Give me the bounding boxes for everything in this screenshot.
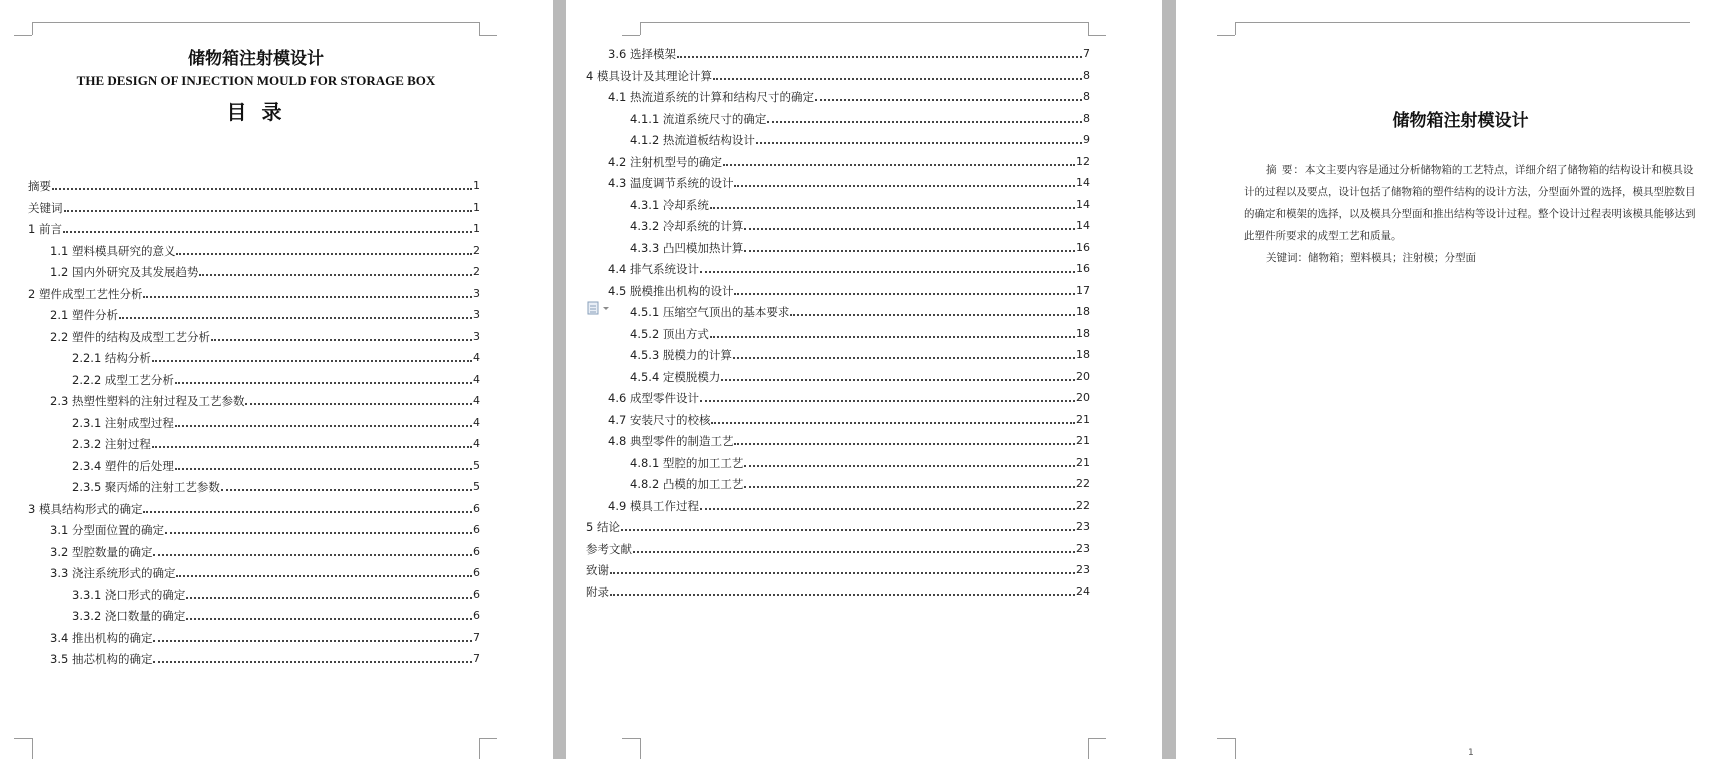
toc-leader-dots	[152, 446, 472, 448]
corner-mark	[1088, 738, 1106, 739]
corner-mark	[479, 738, 497, 739]
toc-entry[interactable]	[608, 495, 1090, 513]
toc-leader-dots	[143, 296, 472, 298]
paste-options-icon[interactable]	[587, 300, 613, 320]
abstract-line: 本文主要内容是通过分析储物箱的工艺特点，详细介绍了储物箱的结构设计和模具设	[1304, 164, 1694, 176]
toc-entry-title: 注射机型号的确定	[629, 154, 722, 169]
toc-leader-dots	[733, 357, 1075, 359]
toc-leader-dots	[790, 314, 1075, 316]
toc-leader-dots	[63, 231, 472, 233]
toc-entry-page: 14	[1076, 176, 1090, 189]
toc-entry-number: 4.5	[608, 283, 630, 298]
document-title: 储物箱注射模设计	[188, 49, 324, 69]
toc-leader-dots	[175, 468, 472, 470]
toc-entry-number: 3.3	[50, 566, 72, 580]
toc-leader-dots	[700, 508, 1075, 510]
toc-entry-page: 20	[1076, 369, 1090, 383]
toc-entry-page: 23	[1076, 520, 1090, 533]
toc-entry-number: 4.3	[608, 176, 630, 190]
toc-entry-number: 4.7	[608, 412, 630, 427]
toc-entry[interactable]	[608, 280, 1090, 298]
toc-entry[interactable]	[608, 430, 1090, 448]
toc-entry-title: 凸模的加工工艺	[662, 477, 744, 491]
toc-entry-page: 8	[1083, 111, 1090, 125]
toc-entry-title: 浇口数量的确定	[104, 609, 186, 623]
toc-entry-number: 2.3.4	[72, 458, 105, 473]
toc-leader-dots	[152, 360, 472, 362]
document-page-1	[0, 0, 553, 759]
header-margin-line	[32, 22, 479, 23]
toc-entry[interactable]	[72, 476, 480, 494]
toc-entry[interactable]	[50, 562, 480, 580]
toc-entry-title: 聚丙烯的注射工艺参数	[104, 480, 220, 494]
toc-entry-title: 附录	[586, 584, 609, 599]
toc-entry-number: 3.3.2	[72, 609, 105, 623]
toc-entry-page: 6	[473, 523, 480, 536]
toc-entry-page: 18	[1076, 305, 1090, 318]
toc-entry[interactable]	[630, 194, 1090, 212]
toc-entry[interactable]	[608, 151, 1090, 169]
header-margin-line	[1235, 22, 1690, 23]
corner-mark	[1088, 738, 1089, 759]
toc-entry[interactable]	[28, 175, 480, 193]
toc-entry-page: 7	[1083, 47, 1090, 60]
toc-entry-title: 塑件的结构及成型工艺分析	[71, 329, 210, 344]
toc-leader-dots	[211, 339, 472, 341]
toc-entry-page: 20	[1076, 391, 1090, 404]
toc-entry-page: 16	[1076, 240, 1090, 254]
abstract-line: 计的过程以及要点，设计包括了储物箱的塑件结构的设计方法，分型面外置的选择，模具型腔数目	[1244, 186, 1696, 198]
toc-entry-page: 3	[473, 286, 480, 300]
toc-entry[interactable]	[28, 218, 480, 236]
corner-mark	[479, 35, 497, 36]
toc-leader-dots	[621, 529, 1075, 531]
toc-entry-page: 3	[473, 308, 480, 321]
toc-entry-page: 4	[473, 415, 480, 429]
toc-leader-dots	[153, 661, 472, 663]
page-number: 1	[1468, 748, 1474, 758]
toc-entry-number: 2.3.1	[72, 415, 105, 430]
corner-mark	[640, 22, 641, 35]
toc-entry[interactable]	[28, 197, 480, 215]
toc-entry[interactable]	[586, 65, 1090, 83]
toc-entry-page: 6	[473, 587, 480, 601]
toc-entry-page: 2	[473, 265, 480, 278]
toc-entry[interactable]	[50, 304, 480, 322]
toc-leader-dots	[723, 164, 1075, 166]
toc-entry-page: 16	[1076, 262, 1090, 275]
toc-entry-title: 国内外研究及其发展趋势	[71, 265, 199, 279]
toc-entry-page: 12	[1076, 154, 1090, 168]
toc-entry-page: 6	[473, 566, 480, 579]
toc-leader-dots	[52, 188, 472, 190]
toc-entry-number: 1.2	[50, 265, 72, 279]
toc-entry-number: 2.2.2	[72, 372, 105, 387]
toc-entry-title: 冷却系统的计算	[662, 219, 744, 233]
toc-entry-page: 5	[473, 458, 480, 472]
toc-entry-title: 排气系统设计	[629, 262, 699, 276]
toc-entry[interactable]	[586, 538, 1090, 556]
toc-entry-title: 推出机构的确定	[71, 630, 153, 645]
corner-mark	[1088, 35, 1106, 36]
toc-entry-title: 塑件分析	[71, 308, 118, 322]
toc-entry-title: 定模脱模力	[662, 369, 721, 384]
toc-leader-dots	[744, 250, 1075, 252]
toc-entry[interactable]	[630, 366, 1090, 384]
toc-entry[interactable]	[72, 605, 480, 623]
toc-leader-dots	[710, 336, 1075, 338]
toc-entry[interactable]	[28, 498, 480, 516]
corner-mark	[479, 738, 480, 759]
toc-entry-page: 8	[1083, 68, 1090, 82]
toc-leader-dots	[734, 293, 1075, 295]
toc-entry[interactable]	[608, 43, 1090, 61]
toc-entry[interactable]	[28, 283, 480, 301]
toc-entry-number: 4.3.3	[630, 240, 663, 255]
toc-entry-number: 1.1	[50, 243, 72, 258]
toc-entry-number: 2.2	[50, 329, 72, 344]
toc-entry-page: 6	[473, 501, 480, 515]
toc-entry-page: 1	[473, 222, 480, 235]
toc-entry-title: 参考文献	[586, 541, 632, 556]
toc-entry-title: 浇口形式的确定	[104, 587, 186, 602]
toc-entry-number: 4.8.1	[630, 455, 663, 470]
toc-leader-dots	[153, 554, 472, 556]
keywords-label: 关键词：	[1266, 252, 1308, 264]
toc-entry[interactable]	[50, 519, 480, 537]
toc-entry-title: 前言	[38, 222, 62, 236]
toc-entry-page: 7	[473, 652, 480, 665]
toc-leader-dots	[175, 425, 472, 427]
toc-leader-dots	[744, 486, 1075, 488]
toc-entry-title: 脱模力的计算	[662, 348, 732, 362]
toc-leader-dots	[186, 597, 472, 599]
toc-entry-number: 3.5	[50, 652, 72, 666]
header-margin-line	[640, 22, 1088, 23]
toc-entry[interactable]	[608, 387, 1090, 405]
toc-entry-page: 21	[1076, 455, 1090, 469]
toc-entry-page: 17	[1076, 283, 1090, 297]
toc-leader-dots	[815, 99, 1082, 101]
toc-entry-title: 结构分析	[104, 351, 151, 365]
toc-entry-title: 模具结构形式的确定	[38, 501, 143, 516]
toc-leader-dots	[713, 78, 1082, 80]
toc-entry-number: 4.3.2	[630, 219, 663, 233]
toc-entry-title: 模具设计及其理论计算	[596, 68, 712, 83]
toc-entry-page: 6	[473, 609, 480, 622]
toc-entry-page: 1	[473, 179, 480, 192]
toc-leader-dots	[744, 465, 1075, 467]
corner-mark	[640, 738, 641, 759]
toc-entry-page: 18	[1076, 348, 1090, 361]
toc-leader-dots	[143, 511, 472, 513]
toc-entry-page: 6	[473, 544, 480, 558]
document-page-3	[1176, 0, 1721, 759]
toc-entry[interactable]	[608, 258, 1090, 276]
corner-mark	[14, 35, 32, 36]
toc-entry[interactable]	[72, 455, 480, 473]
toc-entry-number: 4.1.2	[630, 133, 663, 147]
toc-leader-dots	[744, 228, 1075, 230]
toc-entry-title: 注射过程	[104, 437, 151, 451]
toc-entry-page: 22	[1076, 498, 1090, 512]
toc-entry[interactable]	[586, 559, 1090, 577]
toc-entry-title: 流道系统尺寸的确定	[662, 111, 767, 126]
toc-entry[interactable]	[630, 473, 1090, 491]
toc-leader-dots	[221, 489, 472, 491]
toc-leader-dots	[734, 185, 1075, 187]
toc-leader-dots	[610, 572, 1075, 574]
toc-entry-number: 4.8	[608, 434, 630, 448]
toc-entry-title: 热塑性塑料的注射过程及工艺参数	[71, 394, 245, 408]
corner-mark	[1217, 738, 1235, 739]
toc-entry[interactable]	[72, 347, 480, 365]
toc-entry-page: 21	[1076, 434, 1090, 447]
toc-leader-dots	[610, 594, 1075, 596]
toc-entry-number: 4.5.2	[630, 326, 663, 341]
toc-entry-title: 凸凹模加热计算	[662, 240, 744, 255]
toc-entry-number: 4.9	[608, 498, 630, 513]
toc-entry-title: 塑件的后处理	[104, 458, 174, 473]
toc-entry[interactable]	[50, 261, 480, 279]
toc-leader-dots	[64, 210, 473, 212]
corner-mark	[32, 22, 33, 35]
keywords-text: 储物箱；塑料模具；注射模；分型面	[1308, 252, 1476, 264]
abstract-title: 储物箱注射模设计	[1392, 111, 1529, 131]
toc-entry-page: 4	[473, 394, 480, 407]
toc-entry-page: 7	[473, 630, 480, 644]
toc-entry-number: 2.3	[50, 394, 72, 408]
toc-leader-dots	[711, 422, 1075, 424]
toc-entry[interactable]	[50, 240, 480, 258]
toc-entry-page: 8	[1083, 90, 1090, 103]
toc-entry-title: 脱模推出机构的设计	[629, 283, 734, 298]
toc-entry-title: 关键词	[28, 200, 63, 215]
toc-entry-title: 型腔数量的确定	[71, 544, 153, 559]
toc-entry-title: 模具工作过程	[629, 498, 699, 513]
toc-entry-number: 4.1	[608, 90, 630, 104]
toc-entry-number: 2.1	[50, 308, 72, 322]
toc-leader-dots	[186, 618, 472, 620]
toc-entry[interactable]	[630, 129, 1090, 147]
toc-entry-title: 安装尺寸的校核	[629, 412, 711, 427]
toc-entry-title: 型腔的加工工艺	[662, 455, 744, 470]
toc-leader-dots	[176, 253, 472, 255]
toc-entry[interactable]	[608, 86, 1090, 104]
toc-leader-dots	[756, 142, 1082, 144]
toc-entry-title: 顶出方式	[662, 326, 709, 341]
toc-entry-page: 18	[1076, 326, 1090, 340]
toc-entry-title: 压缩空气顶出的基本要求	[662, 305, 790, 319]
toc-leader-dots	[677, 56, 1082, 58]
toc-entry-number: 4.2	[608, 154, 630, 169]
toc-entry-title: 成型工艺分析	[104, 372, 174, 387]
abstract-paragraph	[1244, 159, 1696, 269]
toc-entry-title: 热流道板结构设计	[662, 133, 755, 147]
toc-entry-page: 24	[1076, 584, 1090, 598]
corner-mark	[1217, 35, 1235, 36]
toc-entry-title: 热流道系统的计算和结构尺寸的确定	[629, 90, 814, 104]
toc-entry[interactable]	[72, 412, 480, 430]
toc-entry-title: 注射成型过程	[104, 415, 174, 430]
toc-entry[interactable]	[72, 369, 480, 387]
toc-entry-number: 3.2	[50, 544, 72, 559]
toc-entry-number: 3	[28, 501, 39, 516]
toc-entry-page: 22	[1076, 477, 1090, 490]
toc-entry-number: 3.1	[50, 523, 72, 537]
toc-entry-page: 14	[1076, 219, 1090, 232]
corner-mark	[14, 738, 32, 739]
toc-entry-number: 2.3.5	[72, 480, 105, 494]
toc-entry[interactable]	[50, 541, 480, 559]
toc-entry[interactable]	[630, 301, 1090, 319]
toc-heading: 目 录	[226, 100, 286, 124]
toc-entry[interactable]	[630, 452, 1090, 470]
toc-entry-title: 分型面位置的确定	[71, 523, 164, 537]
toc-entry-number: 3.3.1	[72, 587, 105, 602]
toc-leader-dots	[199, 274, 472, 276]
toc-entry-number: 4.3.1	[630, 197, 663, 212]
toc-entry-page: 23	[1076, 563, 1090, 576]
toc-entry-number: 4.5.3	[630, 348, 663, 362]
toc-leader-dots	[721, 379, 1075, 381]
toc-entry-title: 结论	[596, 520, 620, 534]
toc-entry-title: 抽芯机构的确定	[71, 652, 153, 666]
toc-entry-number: 4.6	[608, 391, 630, 405]
toc-entry-page: 21	[1076, 412, 1090, 426]
toc-entry[interactable]	[50, 627, 480, 645]
toc-entry[interactable]	[50, 648, 480, 666]
toc-entry-page: 4	[473, 437, 480, 450]
toc-entry-number: 4	[586, 68, 597, 83]
toc-entry-title: 典型零件的制造工艺	[629, 434, 734, 448]
abstract-line: 的确定和模架的选择，以及模具分型面和推出结构等设计过程。整个设计过程表明该模具能够达到	[1244, 208, 1696, 220]
toc-entry[interactable]	[50, 326, 480, 344]
toc-entry-page: 5	[473, 480, 480, 493]
toc-entry-number: 3.4	[50, 630, 72, 645]
toc-entry-page: 1	[473, 200, 480, 214]
toc-entry-number: 1	[28, 222, 39, 236]
toc-entry-page: 4	[473, 351, 480, 364]
toc-leader-dots	[633, 551, 1075, 553]
document-page-2	[566, 0, 1162, 759]
toc-entry-page: 2	[473, 243, 480, 257]
toc-entry-title: 温度调节系统的设计	[629, 176, 734, 190]
corner-mark	[1235, 22, 1236, 35]
corner-mark	[32, 738, 33, 759]
toc-entry[interactable]	[586, 516, 1090, 534]
abstract-line: 此塑件所要求的成型工艺和质量。	[1244, 230, 1402, 242]
toc-entry-page: 23	[1076, 541, 1090, 555]
toc-entry-number: 4.5.4	[630, 369, 663, 384]
corner-mark	[622, 35, 640, 36]
toc-entry[interactable]	[586, 581, 1090, 599]
toc-leader-dots	[734, 443, 1075, 445]
toc-entry-number: 4.1.1	[630, 111, 663, 126]
toc-entry-page: 14	[1076, 197, 1090, 211]
toc-entry[interactable]	[72, 584, 480, 602]
toc-entry-number: 2.3.2	[72, 437, 105, 451]
toc-entry-title: 摘要	[28, 179, 51, 193]
toc-entry-number: 4.5.1	[630, 305, 663, 319]
toc-leader-dots	[175, 382, 472, 384]
toc-entry[interactable]	[630, 323, 1090, 341]
toc-entry-number: 5	[586, 520, 597, 534]
toc-leader-dots	[710, 207, 1075, 209]
toc-entry[interactable]	[630, 215, 1090, 233]
toc-entry-title: 塑件成型工艺性分析	[38, 286, 143, 301]
toc-entry-number: 2	[28, 286, 39, 301]
toc-entry[interactable]	[630, 108, 1090, 126]
toc-entry[interactable]	[608, 172, 1090, 190]
toc-leader-dots	[153, 640, 472, 642]
toc-entry-title: 塑料模具研究的意义	[71, 243, 176, 258]
toc-entry-number: 2.2.1	[72, 351, 105, 365]
toc-entry-title: 选择模架	[629, 47, 676, 61]
toc-leader-dots	[245, 403, 472, 405]
toc-entry-title: 浇注系统形式的确定	[71, 566, 176, 580]
toc-entry-title: 冷却系统	[662, 197, 709, 212]
toc-leader-dots	[165, 532, 472, 534]
toc-entry-number: 3.6	[608, 47, 630, 61]
abstract-label: 摘 要：	[1266, 164, 1305, 176]
corner-mark	[479, 22, 480, 35]
toc-entry-page: 3	[473, 329, 480, 343]
toc-entry[interactable]	[630, 237, 1090, 255]
toc-entry[interactable]	[72, 433, 480, 451]
toc-entry-title: 致谢	[586, 563, 609, 577]
corner-mark	[1088, 22, 1089, 35]
toc-entry[interactable]	[630, 344, 1090, 362]
toc-entry-number: 4.4	[608, 262, 630, 276]
toc-leader-dots	[119, 317, 472, 319]
toc-entry[interactable]	[608, 409, 1090, 427]
document-title-english: THE DESIGN OF INJECTION MOULD FOR STORAGE BOX	[76, 73, 436, 88]
corner-mark	[622, 738, 640, 739]
toc-entry[interactable]	[50, 390, 480, 408]
toc-leader-dots	[767, 121, 1082, 123]
toc-entry-number: 4.8.2	[630, 477, 663, 491]
toc-leader-dots	[700, 400, 1075, 402]
toc-entry-page: 9	[1083, 133, 1090, 146]
toc-leader-dots	[176, 575, 472, 577]
toc-entry-title: 成型零件设计	[629, 391, 699, 405]
toc-leader-dots	[700, 271, 1075, 273]
toc-entry-page: 4	[473, 372, 480, 386]
corner-mark	[1235, 738, 1236, 759]
